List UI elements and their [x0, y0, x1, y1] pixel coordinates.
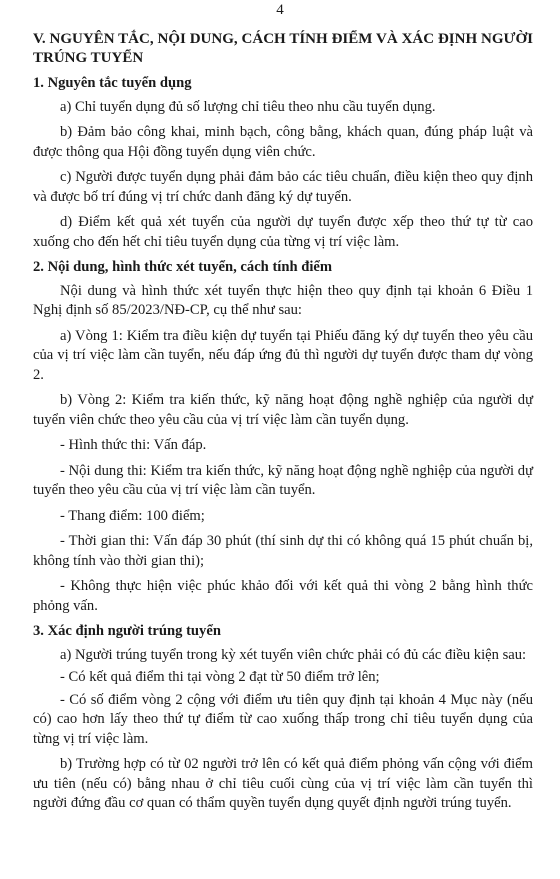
section3-heading: 3. Xác định người trúng tuyển: [33, 623, 221, 639]
section3-condition-2: - Có số điểm vòng 2 cộng với điểm ưu tiên quy định tại khoản 4 Mục này (nếu có) cao hơn lấy theo thứ tự điểm từ cao xuống thấp trong chỉ tiêu tuyển dụng của từng vị trí việc làm.: [33, 691, 533, 747]
section2-heading: 2. Nội dung, hình thức xét tuyển, cách tính điểm: [33, 259, 333, 275]
section2-exam-content: - Nội dung thi: Kiểm tra kiến thức, kỹ năng hoạt động nghề nghiệp của người dự tuyển theo yêu cầu của vị trí việc làm cần tuyển.: [33, 462, 533, 498]
section3-paragraph-b: b) Trường hợp có từ 02 người trở lên có kết quả điểm phỏng vấn cộng với điểm ưu tiên (nếu có) bằng nhau ở chỉ tiêu cuối cùng của vị trí việc làm cần tuyển thì người đứng đầu cơ quan có thẩm quyền tuyển dụng quyết định người trúng tuyển.: [33, 756, 533, 811]
section2-round1: a) Vòng 1: Kiểm tra điều kiện dự tuyển tại Phiếu đăng ký dự tuyển theo yêu cầu của vị trí việc làm cần tuyển, nếu đáp ứng đủ thì người dự tuyển được tham dự vòng 2.: [33, 327, 533, 383]
section2-no-review: - Không thực hiện việc phúc khảo đối với kết quả thi vòng 2 bằng hình thức phỏng vấn.: [33, 578, 533, 614]
section3-condition-1: - Có kết quả điểm thi tại vòng 2 đạt từ 50 điểm trở lên;: [60, 669, 380, 685]
section2-intro: Nội dung và hình thức xét tuyển thực hiện theo quy định tại khoản 6 Điều 1 Nghị định số 85/2023/NĐ-CP, cụ thể như sau:: [33, 282, 533, 318]
section-title: V. NGUYÊN TẮC, NỘI DUNG, CÁCH TÍNH ĐIỂM VÀ XÁC ĐỊNH NGƯỜI TRÚNG TUYỂN: [33, 31, 533, 66]
section3-paragraph-a: a) Người trúng tuyển trong kỳ xét tuyển viên chức phải có đủ các điều kiện sau:: [60, 646, 527, 663]
section1-paragraph-c: c) Người được tuyển dụng phải đảm bảo các tiêu chuẩn, điều kiện theo quy định và được bố trí đúng vị trí chức danh đăng ký dự tuyển.: [33, 169, 533, 205]
section1-paragraph-a: a) Chỉ tuyển dụng đủ số lượng chỉ tiêu theo nhu cầu tuyển dụng.: [60, 98, 436, 115]
section2-exam-time: - Thời gian thi: Vấn đáp 30 phút (thí sinh dự thi có không quá 15 phút chuẩn bị, không tính vào thời gian thi);: [33, 533, 533, 569]
document-body: [33, 30, 533, 820]
section1-heading: 1. Nguyên tắc tuyển dụng: [33, 75, 192, 91]
section1-paragraph-b: b) Đảm bảo công khai, minh bạch, công bằng, khách quan, đúng pháp luật và được thông qua Hội đồng tuyển dụng viên chức.: [33, 124, 533, 160]
section1-paragraph-d: d) Điểm kết quả xét tuyển của người dự tuyển được xếp theo thứ tự từ cao xuống cho đến hết chỉ tiêu tuyển dụng của từng vị trí việc làm.: [33, 214, 533, 250]
section2-exam-format: - Hình thức thi: Vấn đáp.: [60, 437, 207, 453]
section2-score-scale: - Thang điểm: 100 điểm;: [60, 507, 205, 524]
page-number: 4: [276, 2, 284, 18]
section2-round2: b) Vòng 2: Kiểm tra kiến thức, kỹ năng hoạt động nghề nghiệp của người dự tuyển viên chức theo yêu cầu của vị trí việc làm cần tuyển dụng.: [33, 392, 533, 428]
